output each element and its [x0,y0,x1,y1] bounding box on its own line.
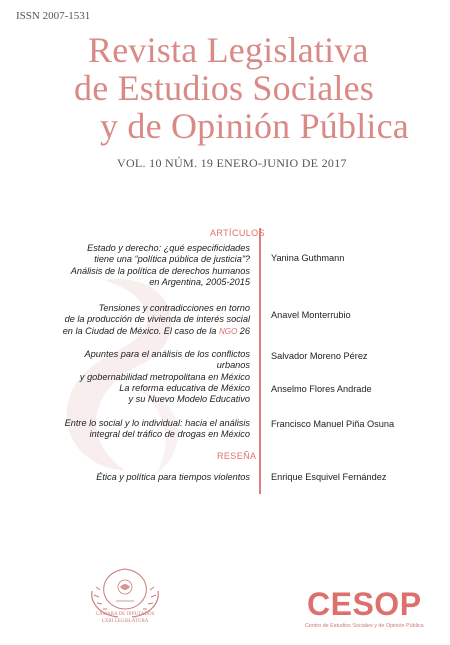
cesop-subtitle: Centro de Estudios Sociales y de Opinión Pública [305,623,424,629]
divider-line [259,228,261,494]
article-author-1: Yanina Guthmann [271,253,345,263]
cesop-logo: CESOP [307,586,422,622]
volume-line: VOL. 10 NÚM. 19 ENERO-JUNIO DE 2017 [117,156,347,170]
title-line-3: y de Opinión Pública [100,106,409,146]
article-author-4: Anselmo Flores Andrade [271,384,372,394]
article-author-3: Salvador Moreno Pérez [271,351,368,361]
article-author-5: Francisco Manuel Piña Osuna [271,419,395,429]
article-title-5: Entre lo social y lo individual: hacia el análisis integral del tráfico de drogas en México [64,418,250,440]
issn: ISSN 2007-1531 [16,10,91,22]
article-title-3: Apuntes para el análisis de los conflictos urbanos y gobernabilidad metropolitana en México [79,349,250,382]
chamber-text: CÁMARA DE DIPUTADOS LXIII LEGISLATURA [95,612,155,624]
article-title-2: Tensiones y contradicciones en torno de la producción de vivienda de interés social en la Ciudad de México. El caso de la NGO 26 [62,303,250,336]
review-author: Enrique Esquivel Fernández [271,472,387,482]
title-line-1: Revista Legislativa [88,30,369,70]
review-title: Ética y política para tiempos violentos [96,472,250,482]
title-line-2: de Estudios Sociales [74,68,374,108]
articles-label: ARTÍCULOS [210,228,265,238]
article-title-4: La reforma educativa de México y su Nuevo Modelo Educativo [119,383,250,405]
article-author-2: Anavel Monterrubio [271,310,351,320]
review-label: RESEÑA [217,451,257,461]
article-title-1: Estado y derecho: ¿qué especificidades tiene una “política pública de justicia”? Análisis de la política de derechos humanos en Argentina, 2005-2015 [70,243,250,288]
